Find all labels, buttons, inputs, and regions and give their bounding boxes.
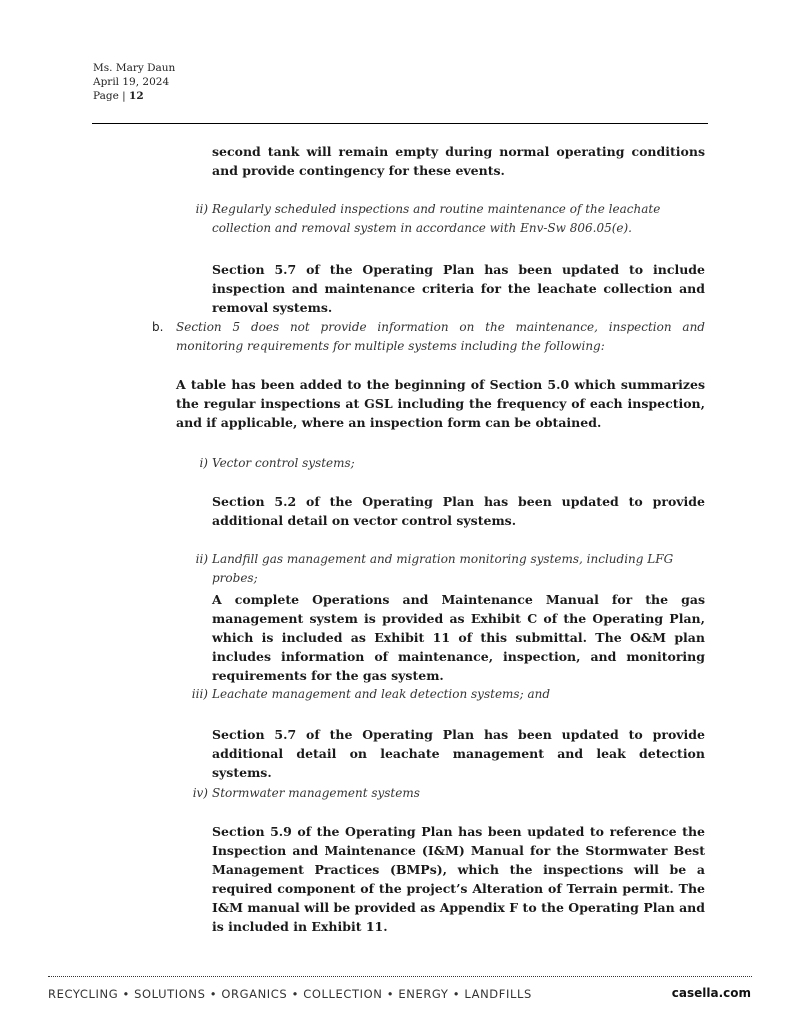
item-b-ii: [178, 550, 705, 588]
footer-website: casella.com: [671, 986, 751, 1000]
footer-divider: [48, 976, 752, 977]
item-label: iii): [191, 687, 208, 701]
letter-header: [93, 61, 175, 103]
item-b-i-response: Section 5.2 of the Operating Plan has been updated to provide additional detail on vector control systems.: [212, 494, 705, 528]
item-b-ii-response: A complete Operations and Maintenance Manual for the gas management system is provided as Exhibit C of the Operating Plan, which is included as Exhibit 11 of this submittal. The O&M plan includes information of maintenance, inspection, and monitoring requirements for the gas system.: [212, 592, 705, 683]
item-a-ii: [178, 200, 705, 238]
item-a-ii-response: Section 5.7 of the Operating Plan has been updated to include inspection and maintenance criteria for the leachate collection and removal systems.: [212, 262, 705, 315]
item-text: Leachate management and leak detection systems; and: [212, 687, 551, 701]
header-divider: [92, 123, 708, 124]
page-number: 12: [129, 90, 144, 102]
item-b-response: A table has been added to the beginning of Section 5.0 which summarizes the regular inspections at GSL including the frequency of each inspection, and if applicable, where an inspection form can be obtained.: [176, 377, 705, 430]
item-label: i): [199, 456, 208, 470]
item-text: Stormwater management systems: [212, 786, 420, 800]
continuation-response: second tank will remain empty during normal operating conditions and provide contingency for these events.: [212, 144, 705, 178]
item-text: Landfill gas management and migration monitoring systems, including LFG probes;: [212, 552, 674, 585]
letter-date: April 19, 2024: [93, 76, 170, 88]
item-b-iii: [178, 685, 705, 704]
item-label: b.: [152, 320, 164, 334]
item-label: ii): [195, 552, 208, 566]
item-label: ii): [195, 202, 208, 216]
footer-tagline: RECYCLING • SOLUTIONS • ORGANICS • COLLECTION • ENERGY • LANDFILLS: [48, 987, 532, 1001]
page-label: Page |: [93, 90, 126, 102]
item-text: Section 5 does not provide information on the maintenance, inspection and monitoring requirements for multiple systems including the following:: [176, 320, 705, 353]
item-b-iv: [178, 784, 705, 803]
item-label: iv): [192, 786, 208, 800]
item-text: Vector control systems;: [212, 456, 355, 470]
item-b-iv-response: Section 5.9 of the Operating Plan has been updated to reference the Inspection and Maintenance (I&M) Manual for the Stormwater Best Management Practices (BMPs), which the inspections will be a required component of the project’s Alteration of Terrain permit. The I&M manual will be provided as Appendix F to the Operating Plan and is included in Exhibit 11.: [212, 824, 705, 934]
item-b-i: [178, 454, 705, 473]
page-indicator: [93, 89, 175, 103]
item-text: Regularly scheduled inspections and routine maintenance of the leachate collection and removal system in accordance with Env-Sw 806.05(e).: [212, 202, 661, 235]
item-b-iii-response: Section 5.7 of the Operating Plan has been updated to provide additional detail on leachate management and leak detection systems.: [212, 727, 705, 780]
recipient-name: Ms. Mary Daun: [93, 62, 176, 74]
item-b: [152, 318, 705, 356]
